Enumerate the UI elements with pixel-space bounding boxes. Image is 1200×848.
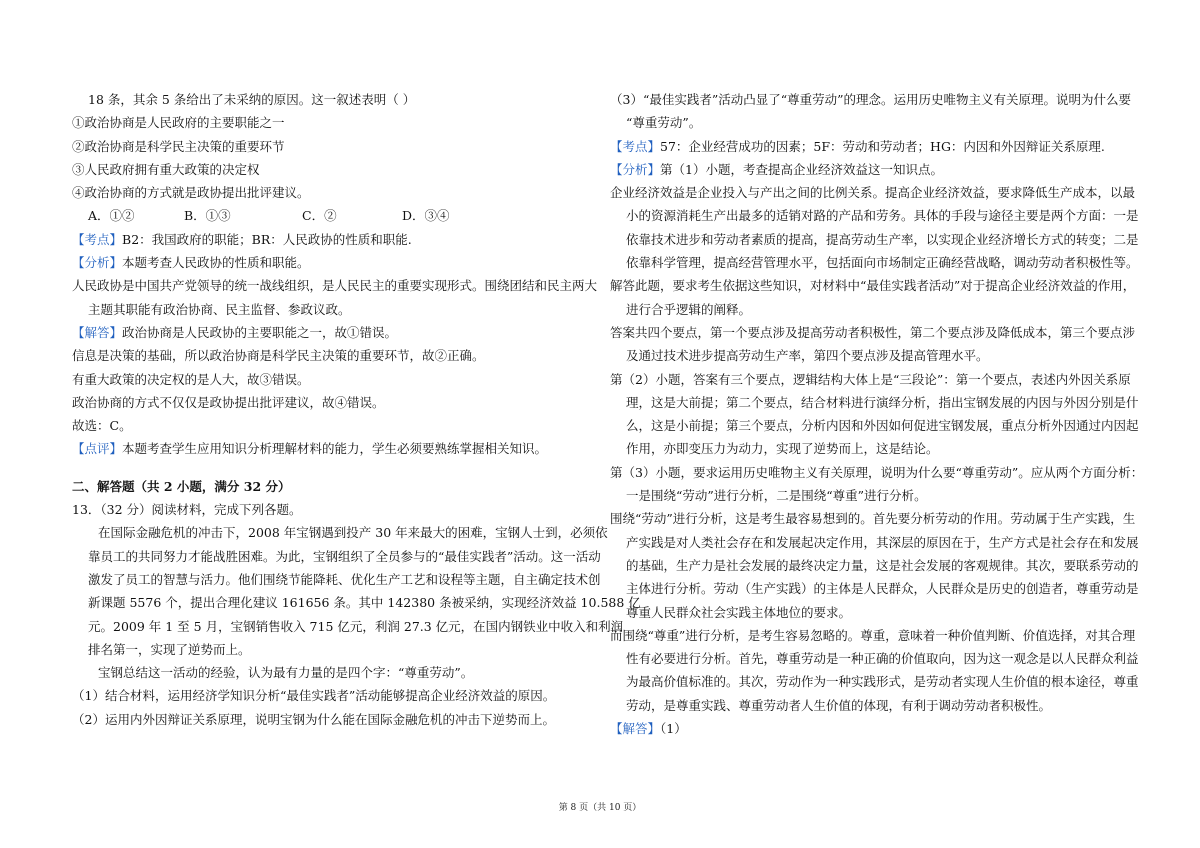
section-title: 二、解答题（共 2 小题，满分 32 分） (72, 478, 291, 494)
option-c: C．② (302, 208, 337, 224)
statement: ③人民政府拥有重大政策的决定权 (72, 161, 260, 177)
analysis-line: 答案共四个要点，第一个要点涉及提高劳动者积极性，第二个要点涉及降低成本，第三个要点涉 (610, 324, 1136, 340)
analysis-line: 依靠技术进步和劳动者素质的提高，提高劳动生产率，以实现企业经济增长方式的转变；二是 (626, 231, 1139, 247)
options-row (72, 204, 592, 227)
analysis-line: 性有必要进行分析。首先，尊重劳动是一种正确的价值取向，因为这一观念是以人民群众利益 (626, 651, 1139, 667)
q13-heading: 13．（32 分）阅读材料，完成下列各题。 (72, 502, 302, 518)
jieda-body-line: 政治协商的方式不仅仅是政协提出批评建议，故④错误。 (72, 394, 385, 410)
analysis-line: 而围绕“尊重”进行分析，是考生容易忽略的。尊重，意味着一种价值判断、价值选择，对其合理 (610, 627, 1136, 643)
statement: ②政治协商是科学民主决策的重要环节 (72, 138, 285, 154)
dianping-line (72, 437, 592, 460)
kaodian-tag: 【考点】 (72, 231, 123, 247)
fenxi-text: 第（1）小题，考查提高企业经济效益这一知识点。 (660, 161, 943, 177)
analysis-line: 依靠科学管理，提高经营管理水平，包括面向市场制定正确经营战略，调动劳动者积极性等。 (626, 255, 1139, 271)
analysis-line: 第（2）小题，答案有三个要点，逻辑结构大体上是“三段论”：第一个要点，表述内外因关系原 (610, 371, 1131, 387)
statement: ④政治协商的方式就是政协提出批评建议。 (72, 185, 310, 201)
jieda-body-line: 故选：C。 (72, 418, 132, 434)
jieda-line (72, 321, 592, 344)
analysis-line: 产实践是对人类社会存在和发展起决定作用，其深层的原因在于，生产方式是社会存在和发展 (626, 534, 1139, 550)
dianping-tag: 【点评】 (72, 441, 123, 457)
kaodian-tag: 【考点】 (610, 138, 661, 154)
option-b: B．①③ (184, 208, 231, 224)
jieda-line (610, 717, 1130, 740)
analysis-line: 尊重人民群众社会实践主体地位的要求。 (626, 604, 852, 620)
analysis-line: 的基础，生产力是社会发展的最终决定力量，这是社会发展的客观规律。其次，要联系劳动的 (626, 557, 1139, 573)
kaodian-line (72, 228, 592, 251)
fenxi-body-line: 主题其职能有政治协商、民主监督、参政议政。 (88, 301, 351, 317)
fenxi-body-line: 人民政协是中国共产党领导的统一战线组织，是人民民主的重要实现形式。围绕团结和民主两大 (72, 278, 598, 294)
analysis-line: 一是围绕“劳动”进行分析，二是围绕“尊重”进行分析。 (626, 488, 927, 504)
jieda-text: 政治协商是人民政协的主要职能之一，故①错误。 (122, 324, 398, 340)
q13-subquestion: “尊重劳动”。 (626, 115, 702, 131)
analysis-line: 及通过技术进步提高劳动生产率，第四个要点涉及提高管理水平。 (626, 348, 989, 364)
analysis-line: 进行合乎逻辑的阐释。 (626, 301, 752, 317)
jieda-tag: 【解答】 (610, 721, 661, 737)
page-footer: 第 8 页（共 10 页） (558, 803, 642, 813)
analysis-line: 企业经济效益是企业投入与产出之间的比例关系。提高企业经济效益，要求降低生产成本，以最 (610, 185, 1136, 201)
fenxi-tag: 【分析】 (72, 255, 123, 271)
q13-subquestion: （1）结合材料，运用经济学知识分析“最佳实践者”活动能够提高企业经济效益的原因。 (72, 688, 556, 704)
option-d: D．③④ (402, 208, 450, 224)
fenxi-text: 本题考查人民政协的性质和职能。 (122, 255, 310, 271)
analysis-line: 么，这是小前提；第三个要点，分析内因和外因如何促进宝钢发展，重点分析外因通过内因起 (626, 418, 1139, 434)
left-column (72, 88, 641, 731)
dianping-text: 本题考查学生应用知识分析理解材料的能力，学生必须要熟练掌握相关知识。 (122, 441, 548, 457)
jieda-tag: 【解答】 (72, 324, 123, 340)
q13-material-line: 元。2009 年 1 至 5 月，宝钢销售收入 715 亿元，利润 27.3 亿元，在国内钢铁业中收入和利润 (88, 618, 624, 634)
analysis-line: 围绕“劳动”进行分析，这是考生最容易想到的。首先要分析劳动的作用。劳动属于生产实践，生 (610, 511, 1136, 527)
analysis-line: 解答此题，要求考生依据这些知识，对材料中“最佳实践者活动”对于提高企业经济效益的作用， (610, 278, 1136, 294)
option-a: A．①② (88, 208, 135, 224)
kaodian-text: 57：企业经营成功的因素；5F：劳动和劳动者；HG：内因和外因辩证关系原理. (660, 138, 1105, 154)
kaodian-line (610, 135, 1130, 158)
question-intro: 18 条，其余 5 条给出了未采纳的原因。这一叙述表明（ ） (88, 92, 416, 107)
q13-material-line: 靠员工的共同努力才能战胜困难。为此，宝钢组织了全员参与的“最佳实践者”活动。这一活动 (88, 548, 601, 564)
fenxi-tag: 【分析】 (610, 161, 661, 177)
fenxi-line (72, 251, 592, 274)
analysis-line: 第（3）小题，要求运用历史唯物主义有关原理，说明为什么要“尊重劳动”。应从两个方面分析： (610, 464, 1144, 480)
q13-material-line: 在国际金融危机的冲击下，2008 年宝钢遇到投产 30 年来最大的困难，宝钢人士到，必须依 (98, 525, 608, 541)
analysis-line: 为最高价值标准的。其次，劳动作为一种实践形式，是劳动者实现人生价值的根本途径，尊重 (626, 674, 1139, 690)
jieda-text: （1） (660, 721, 687, 737)
analysis-line: 劳动，是尊重实践、尊重劳动者人生价值的体现，有利于调动劳动者积极性。 (626, 697, 1052, 713)
q13-material-summary: 宝钢总结这一活动的经验，认为最有力量的是四个字：“尊重劳动”。 (98, 665, 474, 681)
analysis-line: 作用，亦即变压力为动力，实现了逆势而上，这是结论。 (626, 441, 939, 457)
jieda-body-line: 有重大政策的决定权的是人大，故③错误。 (72, 371, 310, 387)
statement: ①政治协商是人民政府的主要职能之一 (72, 115, 285, 131)
q13-material-line: 新课题 5576 个，提出合理化建议 161656 条。其中 142380 条被采纳，实现经济效益 10.588 亿 (88, 595, 641, 611)
analysis-line: 主体进行分析。劳动（生产实践）的主体是人民群众，人民群众是历史的创造者，尊重劳动是 (626, 581, 1139, 597)
spacer (72, 461, 592, 475)
q13-subquestion: （2）运用内外因辩证关系原理，说明宝钢为什么能在国际金融危机的冲击下逆势而上。 (72, 711, 555, 727)
jieda-body-line: 信息是决策的基础，所以政治协商是科学民主决策的重要环节，故②正确。 (72, 348, 485, 364)
right-column (610, 88, 1144, 740)
q13-material-line: 排名第一，实现了逆势而上。 (88, 641, 251, 657)
q13-material-line: 激发了员工的智慧与活力。他们围绕节能降耗、优化生产工艺和设程等主题，自主确定技术创 (88, 571, 601, 587)
analysis-line: 理，这是大前提；第二个要点，结合材料进行演绎分析，指出宝钢发展的内因与外因分别是什 (626, 394, 1139, 410)
kaodian-text: B2：我国政府的职能；BR：人民政协的性质和职能. (122, 231, 412, 247)
analysis-line: 小的资源消耗生产出最多的适销对路的产品和劳务。具体的手段与途径主要是两个方面：一是 (626, 208, 1139, 224)
q13-subquestion: （3）“最佳实践者”活动凸显了“尊重劳动”的理念。运用历史唯物主义有关原理。说明为什么要 (610, 92, 1132, 107)
fenxi-line (610, 158, 1130, 181)
